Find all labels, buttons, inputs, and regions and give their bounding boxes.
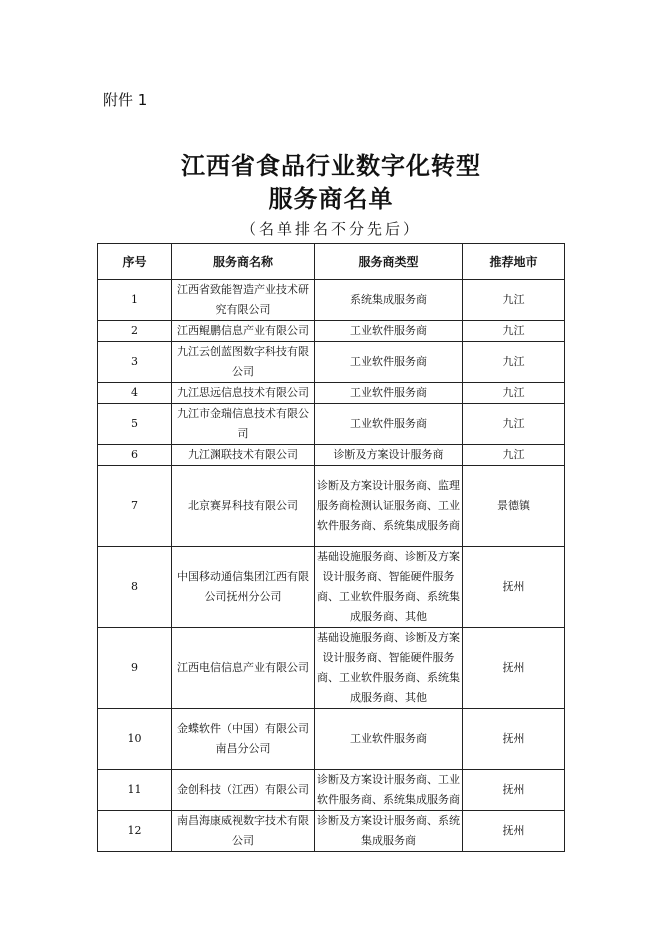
cell-number: 6 — [98, 445, 172, 466]
cell-recommended-city: 抚州 — [463, 547, 565, 628]
table-row — [98, 709, 565, 770]
cell-provider-name: 九江思远信息技术有限公司 — [172, 383, 315, 404]
provider-table — [97, 243, 565, 852]
document-title-line2: 服务商名单 — [268, 184, 394, 213]
cell-number: 4 — [98, 383, 172, 404]
attachment-label: 附件 1 — [103, 91, 148, 109]
cell-number: 10 — [98, 709, 172, 770]
header-number: 序号 — [98, 244, 172, 280]
table-row — [98, 628, 565, 709]
cell-provider-name: 九江云创蓝图数字科技有限公司 — [172, 342, 315, 383]
cell-number: 12 — [98, 811, 172, 852]
table-row — [98, 280, 565, 321]
cell-provider-type: 工业软件服务商 — [315, 404, 463, 445]
cell-provider-type: 诊断及方案设计服务商 — [315, 445, 463, 466]
cell-provider-name: 金蝶软件（中国）有限公司南昌分公司 — [172, 709, 315, 770]
cell-provider-type: 工业软件服务商 — [315, 709, 463, 770]
cell-number: 8 — [98, 547, 172, 628]
cell-number: 3 — [98, 342, 172, 383]
cell-recommended-city: 九江 — [463, 383, 565, 404]
cell-number: 11 — [98, 770, 172, 811]
cell-recommended-city: 九江 — [463, 445, 565, 466]
cell-provider-type: 诊断及方案设计服务商、系统集成服务商 — [315, 811, 463, 852]
cell-recommended-city: 抚州 — [463, 628, 565, 709]
cell-recommended-city: 抚州 — [463, 770, 565, 811]
table-row — [98, 321, 565, 342]
table-row — [98, 547, 565, 628]
cell-provider-type: 系统集成服务商 — [315, 280, 463, 321]
cell-provider-name: 南昌海康威视数字技术有限公司 — [172, 811, 315, 852]
cell-provider-name: 江西电信信息产业有限公司 — [172, 628, 315, 709]
cell-recommended-city: 景德镇 — [463, 466, 565, 547]
header-provider-type: 服务商类型 — [315, 244, 463, 280]
cell-provider-name: 金创科技（江西）有限公司 — [172, 770, 315, 811]
cell-provider-type: 工业软件服务商 — [315, 383, 463, 404]
cell-provider-name: 九江渊联技术有限公司 — [172, 445, 315, 466]
cell-provider-type: 工业软件服务商 — [315, 342, 463, 383]
cell-provider-type: 基础设施服务商、诊断及方案设计服务商、智能硬件服务商、工业软件服务商、系统集成服务商、其他 — [315, 628, 463, 709]
table-row — [98, 770, 565, 811]
cell-number: 5 — [98, 404, 172, 445]
table-header-row — [98, 244, 565, 280]
cell-number: 9 — [98, 628, 172, 709]
table-row — [98, 383, 565, 404]
table-row — [98, 404, 565, 445]
cell-recommended-city: 九江 — [463, 321, 565, 342]
cell-provider-name: 江西鲲鹏信息产业有限公司 — [172, 321, 315, 342]
document-subtitle: （名单排名不分先后） — [240, 220, 421, 238]
table-row — [98, 342, 565, 383]
document-title-line1: 江西省食品行业数字化转型 — [181, 151, 481, 180]
cell-provider-type: 诊断及方案设计服务商、监理服务商检测认证服务商、工业软件服务商、系统集成服务商 — [315, 466, 463, 547]
cell-provider-type: 基础设施服务商、诊断及方案设计服务商、智能硬件服务商、工业软件服务商、系统集成服务商、其他 — [315, 547, 463, 628]
cell-number: 7 — [98, 466, 172, 547]
cell-number: 2 — [98, 321, 172, 342]
cell-recommended-city: 抚州 — [463, 811, 565, 852]
cell-number: 1 — [98, 280, 172, 321]
cell-provider-name: 中国移动通信集团江西有限公司抚州分公司 — [172, 547, 315, 628]
cell-recommended-city: 九江 — [463, 342, 565, 383]
header-provider-name: 服务商名称 — [172, 244, 315, 280]
cell-provider-type: 工业软件服务商 — [315, 321, 463, 342]
cell-provider-name: 北京赛昇科技有限公司 — [172, 466, 315, 547]
cell-recommended-city: 九江 — [463, 404, 565, 445]
cell-recommended-city: 九江 — [463, 280, 565, 321]
cell-recommended-city: 抚州 — [463, 709, 565, 770]
header-recommended-city: 推荐地市 — [463, 244, 565, 280]
cell-provider-type: 诊断及方案设计服务商、工业软件服务商、系统集成服务商 — [315, 770, 463, 811]
table-row — [98, 466, 565, 547]
cell-provider-name: 九江市金瑞信息技术有限公司 — [172, 404, 315, 445]
cell-provider-name: 江西省致能智造产业技术研究有限公司 — [172, 280, 315, 321]
table-row — [98, 445, 565, 466]
table-row — [98, 811, 565, 852]
